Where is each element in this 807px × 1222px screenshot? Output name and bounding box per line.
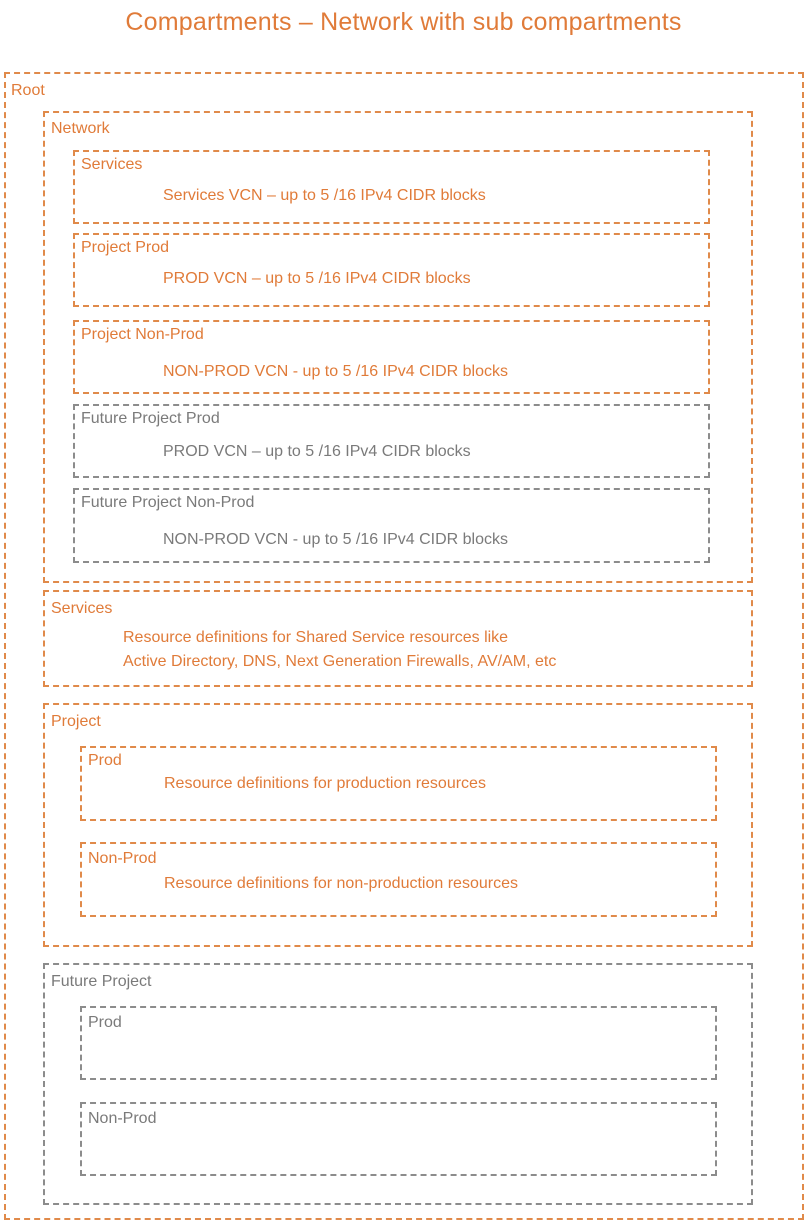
compartment-network-project-non-prod [73, 320, 710, 394]
compartment-description: NON-PROD VCN - up to 5 /16 IPv4 CIDR blocks [163, 531, 508, 548]
compartment-label: Non-Prod [88, 1110, 157, 1127]
compartment-label: Services [51, 600, 113, 617]
compartment-label: Future Project [51, 973, 152, 990]
compartment-project-prod [80, 746, 717, 821]
compartment-description-line-1: Resource definitions for Shared Service resources like [123, 629, 509, 646]
compartment-future-project-prod [80, 1006, 717, 1080]
compartment-description: NON-PROD VCN - up to 5 /16 IPv4 CIDR blocks [163, 363, 508, 380]
compartment-description: PROD VCN – up to 5 /16 IPv4 CIDR blocks [163, 443, 471, 460]
compartment-label: Prod [88, 752, 122, 769]
compartment-future-project-non-prod [80, 1102, 717, 1176]
compartment-label: Prod [88, 1014, 122, 1031]
compartment-label: Future Project Non-Prod [81, 494, 255, 511]
compartment-label: Project Prod [81, 239, 170, 256]
compartment-network-future-project-prod [73, 404, 710, 478]
compartment-label: Services [81, 156, 143, 173]
compartment-services [43, 590, 753, 687]
compartment-label: Root [11, 82, 45, 99]
compartment-label: Project Non-Prod [81, 326, 204, 343]
compartment-label: Future Project Prod [81, 410, 220, 427]
compartment-network-services [73, 150, 710, 224]
compartment-network-future-project-non-prod [73, 488, 710, 563]
compartment-label: Non-Prod [88, 850, 157, 867]
compartment-label: Network [51, 120, 110, 137]
compartment-description: Services VCN – up to 5 /16 IPv4 CIDR blocks [163, 187, 486, 204]
compartment-description: PROD VCN – up to 5 /16 IPv4 CIDR blocks [163, 270, 471, 287]
compartment-project-non-prod [80, 842, 717, 917]
compartment-network-project-prod [73, 233, 710, 307]
compartment-label: Project [51, 713, 101, 730]
diagram-title: Compartments – Network with sub compartments [125, 8, 682, 36]
compartment-description-line-2: Active Directory, DNS, Next Generation Firewalls, AV/AM, etc [123, 653, 557, 670]
compartment-description: Resource definitions for non-production resources [164, 875, 518, 892]
compartment-description: Resource definitions for production resources [164, 775, 486, 792]
